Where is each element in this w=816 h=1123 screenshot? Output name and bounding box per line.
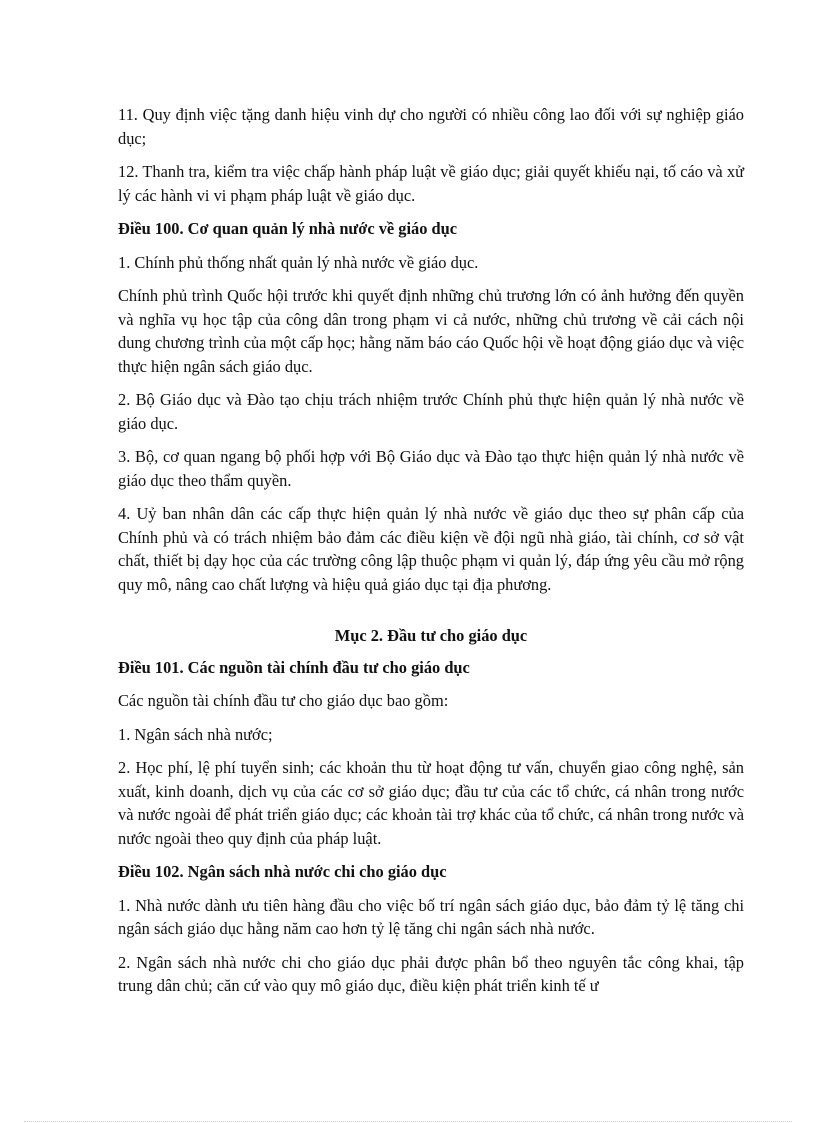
article-101-clause-2: 2. Học phí, lệ phí tuyển sinh; các khoản thu từ hoạt động tư vấn, chuyển giao công nghệ, sản xuất, kinh doanh, dịch vụ của các cơ sở giáo dục; đầu tư của các tổ chức, cá nhân trong nước và nước ngoài để phát triển giáo dục; các khoản tài trợ khác của tổ chức, cá nhân trong nước và nước ngoài theo quy định của pháp luật.: [118, 758, 744, 848]
article-100-clause-2: 2. Bộ Giáo dục và Đào tạo chịu trách nhiệm trước Chính phủ thực hiện quản lý nhà nước về giáo dục.: [118, 390, 744, 433]
paragraph-11: 11. Quy định việc tặng danh hiệu vinh dự cho người có nhiều công lao đối với sự nghiệp giáo dục;: [118, 105, 744, 148]
article-100-clause-4: 4. Uỷ ban nhân dân các cấp thực hiện quản lý nhà nước về giáo dục theo sự phân cấp của Chính phủ và có trách nhiệm bảo đảm các điều kiện về đội ngũ nhà giáo, tài chính, cơ sở vật chất, thiết bị dạy học của các trường công lập thuộc phạm vi quản lý, đáp ứng yêu cầu mở rộng quy mô, nâng cao chất lượng và hiệu quả giáo dục tại địa phương.: [118, 504, 744, 594]
section-2-title: Mục 2. Đầu tư cho giáo dục: [334, 626, 528, 645]
article-101-clause-1: 1. Ngân sách nhà nước;: [118, 724, 273, 744]
page-bottom-divider: [24, 1121, 792, 1122]
article-102-clause-2: 2. Ngân sách nhà nước chi cho giáo dục phải được phân bổ theo nguyên tắc công khai, tập trung dân chủ; căn cứ vào quy mô giáo dục, điều kiện phát triển kinh tế ư: [118, 952, 744, 995]
article-102-clause-1: 1. Nhà nước dành ưu tiên hàng đầu cho việc bố trí ngân sách giáo dục, bảo đảm tỷ lệ tăng chi ngân sách giáo dục hằng năm cao hơn tỷ lệ tăng chi ngân sách nhà nước.: [118, 895, 744, 938]
article-100-clause-1: 1. Chính phủ thống nhất quản lý nhà nước về giáo dục.: [118, 252, 479, 272]
article-100-clause-3: 3. Bộ, cơ quan ngang bộ phối hợp với Bộ Giáo dục và Đào tạo thực hiện quản lý nhà nước về giáo dục theo thẩm quyền.: [118, 447, 744, 490]
article-101-heading: Điều 101. Các nguồn tài chính đầu tư cho giáo dục: [118, 657, 470, 677]
article-102-heading: Điều 102. Ngân sách nhà nước chi cho giáo dục: [118, 862, 447, 881]
article-101-intro: Các nguồn tài chính đầu tư cho giáo dục bao gồm:: [118, 691, 449, 710]
paragraph-12: 12. Thanh tra, kiểm tra việc chấp hành pháp luật về giáo dục; giải quyết khiếu nại, tố cáo và xử lý các hành vi vi phạm pháp luật về giáo dục.: [118, 162, 744, 205]
document-page: [118, 103, 744, 1008]
article-100-heading: Điều 100. Cơ quan quản lý nhà nước về giáo dục: [118, 219, 458, 238]
article-100-clause-1-detail: Chính phủ trình Quốc hội trước khi quyết định những chủ trương lớn có ảnh hưởng đến quyền và nghĩa vụ học tập của công dân trong phạm vi cả nước, những chủ trương về cải cách nội dung chương trình của một cấp học; hằng năm báo cáo Quốc hội về hoạt động giáo dục và việc thực hiện ngân sách giáo dục.: [118, 286, 744, 376]
